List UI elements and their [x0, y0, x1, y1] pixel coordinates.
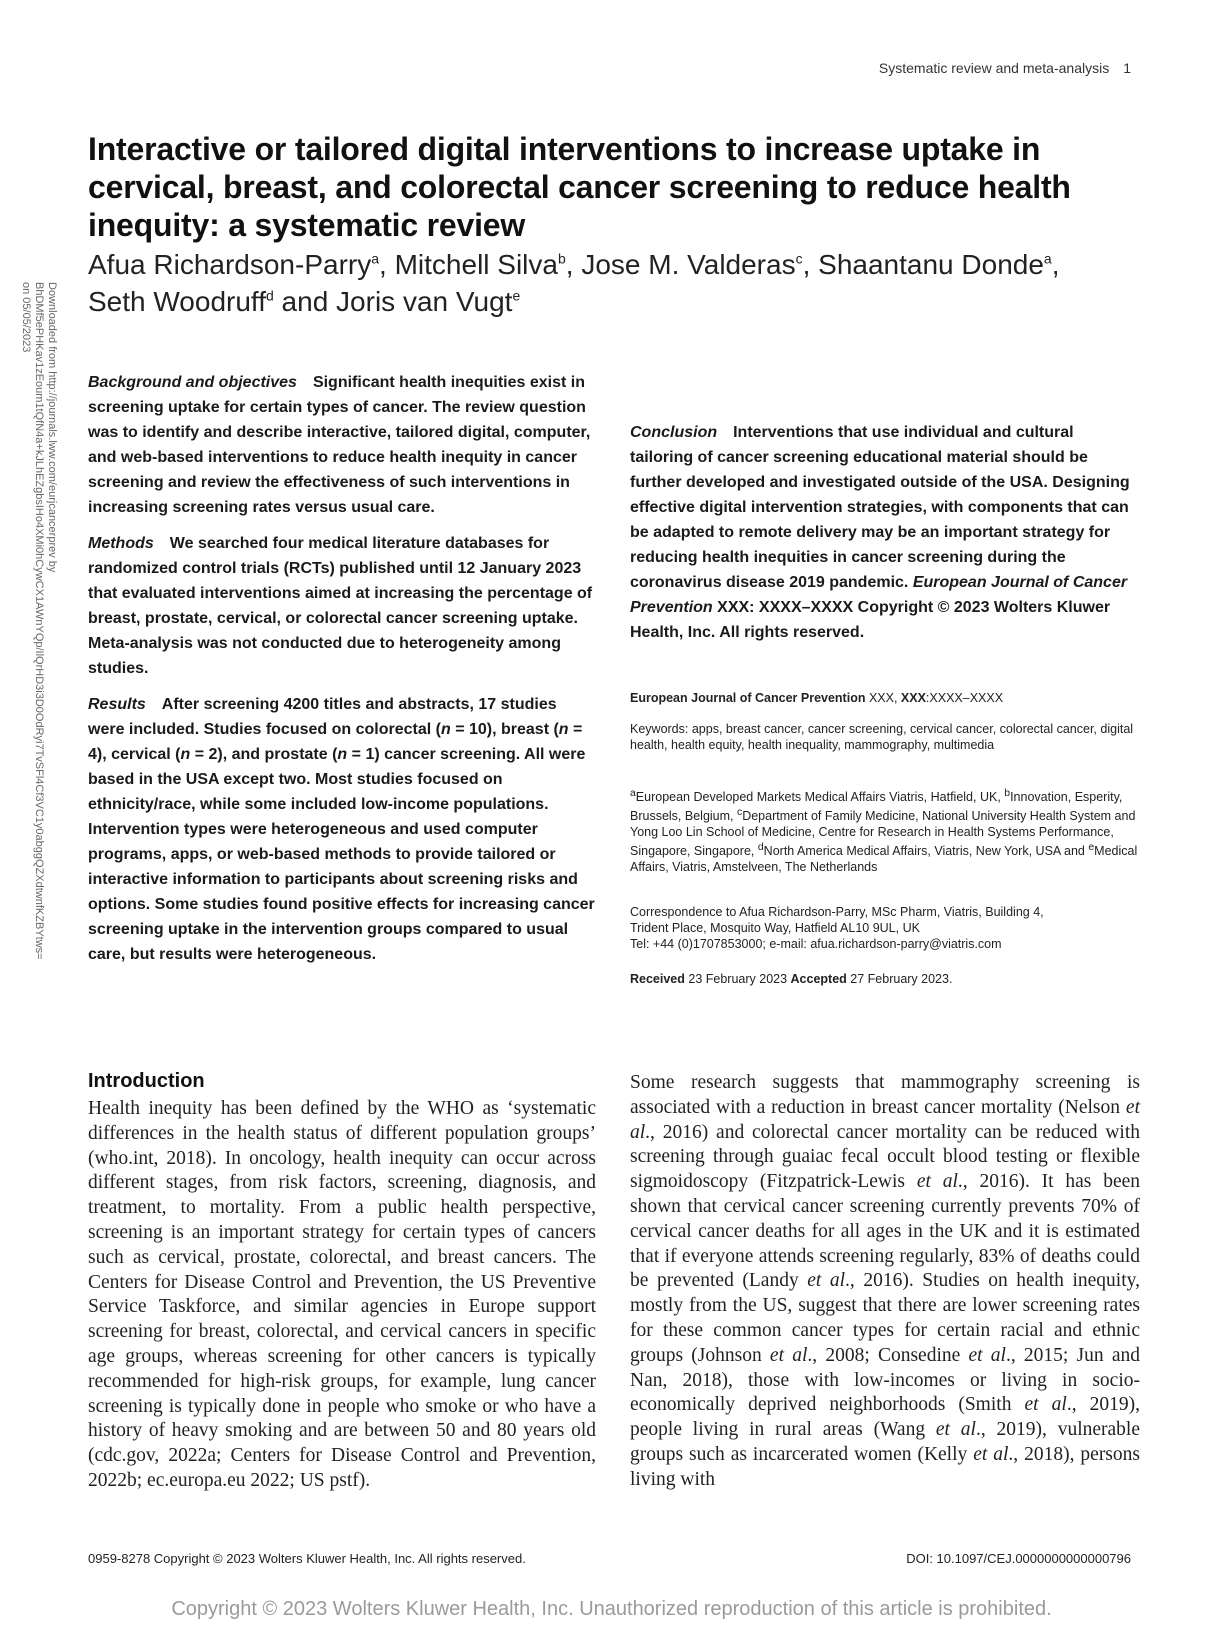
author-name: Joris van Vugt: [336, 286, 513, 317]
et-al: et al: [1024, 1394, 1067, 1416]
received-label: Received: [630, 972, 685, 986]
author-affiliation-mark: e: [512, 287, 521, 304]
abstract-background: [88, 370, 596, 520]
article-title: Interactive or tailored digital interventions to increase uptake in cervical, breast, and colorectal cancer screening to reduce health inequity: a systematic review: [88, 131, 1071, 243]
page-number: 1: [1123, 60, 1131, 76]
author-affiliation-mark: a: [1043, 250, 1052, 267]
affiliation-mark: e: [1088, 842, 1095, 854]
abstract-text: Significant health inequities exist in screening uptake for certain types of cancer. The review question was to identify and describe interactive, tailored digital, computer, and web-based interventions to reduce health inequity in cancer screening and review the effectiveness of such interventions in increasing screening rates versus usual care.: [88, 374, 591, 516]
author-list: [88, 246, 1148, 320]
abstract-methods: [88, 531, 596, 681]
author-separator: and: [273, 286, 337, 317]
abstract-heading: Methods: [88, 535, 154, 552]
author-name: Mitchell Silva: [394, 249, 558, 280]
n-symbol: n: [440, 721, 451, 738]
author-separator: ,: [565, 249, 582, 280]
abstract-text: = 10), breast (: [450, 721, 559, 738]
abstract-text: Interventions that use individual and cultural tailoring of cancer screening educational material should be further developed and investigated outside of the USA. Designing effective digital intervention strategies, with components that can be adapted to remote delivery may be an important strategy for reducing health inequities in cancer screening during the coronavirus disease 2019 pandemic.: [630, 424, 1130, 591]
abstract-results: [88, 692, 596, 967]
affiliation-mark: a: [630, 788, 636, 799]
body-text: ., 2008; Consedine: [807, 1344, 969, 1366]
download-watermark: [20, 282, 58, 960]
body-text: ., 2016) and colorectal cancer mortality can be reduced with screening through guaiac fecal occult blood testing or flexible sigmoidoscopy (Fitzpatrick-Lewis: [630, 1121, 1140, 1193]
running-head: [879, 60, 1131, 76]
correspondence: [630, 904, 1140, 952]
affiliation-mark: b: [1004, 788, 1011, 799]
body-text: ., 2015; Jun and Nan, 2018), those with low-incomes or living in socio-economically deprived neighborhoods (Smith: [630, 1344, 1140, 1416]
accepted-label: Accepted: [790, 972, 847, 986]
copyright-notice: Copyright © 2023 Wolters Kluwer Health, Inc. Unauthorized reproduction of this article is prohibited.: [171, 1598, 1052, 1620]
et-al: et al: [807, 1270, 846, 1292]
introduction-left-text: Health inequity has been defined by the WHO as ‘systematic differences in the health status of different population groups’ (who.int, 2018). In oncology, health inequity can occur across different stages, from risk factors, screening, diagnosis, and treatment, to mortality. From a public health perspective, screening is an important strategy for certain types of cancers such as cervical, prostate, colorectal, and breast cancers. The Centers for Disease Control and Prevention, the US Preventive Service Taskforce, and similar agencies in Europe support screening for breast, colorectal, and cervical cancers in specific age groups, whereas screening for other cancers is typically recommended for high-risk groups, for example, lung cancer screening is typically done in people who smoke or who have a history of heavy smoking and are between 50 and 80 years old (cdc.gov, 2022a; Centers for Disease Control and Prevention, 2022b; ec.europa.eu 2022; US pstf).: [88, 1098, 596, 1491]
abstract-conclusion: [630, 420, 1140, 645]
section-label: Systematic review and meta-analysis: [878, 60, 1110, 76]
journal-citation: European Journal of Cancer Prevention: [630, 574, 1128, 616]
correspondence-line: Trident Place, Mosquito Way, Hatfield AL10 9UL, UK: [630, 921, 920, 935]
footer-copyright: 0959-8278 Copyright © 2023 Wolters Kluwer Health, Inc. All rights reserved.: [88, 1551, 526, 1566]
author-affiliation-mark: b: [557, 250, 566, 267]
author-name: Afua Richardson-Parry: [88, 249, 372, 280]
et-al: et al: [968, 1344, 1006, 1366]
author-affiliation-mark: d: [265, 287, 274, 304]
keywords-list: apps, breast cancer, cancer screening, cervical cancer, colorectal cancer, digital health, health equity, health inequality, mammography, multimedia: [630, 722, 1134, 752]
affiliation-text: Department of Family Medicine, National University Health System and Yong Loo Lin School of Medicine, Centre for Research in Health Systems Performance, Singapore, Singapore,: [630, 809, 1136, 859]
affiliation-text: North America Medical Affairs, Viatris, New York, USA and: [763, 844, 1089, 859]
keywords-label: Keywords:: [630, 722, 689, 736]
body-text: ., 2018), persons living with: [630, 1443, 1140, 1490]
author-name: Shaantanu Donde: [818, 249, 1044, 280]
body-text: ., 2019), vulnerable groups such as incarcerated women (Kelly: [630, 1419, 1140, 1465]
introduction-heading: Introduction: [88, 1070, 205, 1092]
abstract-heading: Background and objectives: [88, 374, 297, 391]
download-watermark-text: Downloaded from http://journals.lww.com/eurjcancerprev by BhDMf5ePHKav1zEoum1tQfN4a+kJLhEZgbsIHo4XMi0hCywCX1AWnYQp/IlQrHD3i3D0OdRyi7TvSFl4Cf3VC1y0abggQZXdtwnfKZBYtws= on 05/05/2023: [20, 282, 58, 960]
abstract-right-column: [630, 370, 1140, 656]
affiliation-text: European Developed Markets Medical Affairs Viatris, Hatfield, UK,: [635, 790, 1005, 805]
affiliation-mark: c: [736, 807, 743, 819]
et-al: et al: [630, 1096, 1140, 1143]
footer-doi: DOI: 10.1097/CEJ.0000000000000796: [906, 1551, 1131, 1566]
abstract-text: After screening 4200 titles and abstracts, 17 studies were included. Studies focused on colorectal (: [88, 696, 557, 738]
body-text: ., 2019), people living in rural areas (Wang: [630, 1394, 1140, 1441]
et-al: et al: [973, 1443, 1009, 1465]
journal-name: European Journal of Cancer Prevention: [630, 691, 866, 705]
abstract-text: = 1) cancer screening. All were based in the USA except two. Most studies focused on ethnicity/race, while some included low-income populations. Intervention types were heterogeneous and used computer programs, apps, or web-based methods to provide tailored or interactive information to participants about screening risks and options. Some studies found positive effects for increasing cancer screening uptake in the intervention groups compared to usual care, but results were heterogeneous.: [88, 746, 595, 963]
journal-volume: XXX,: [865, 691, 901, 705]
journal-line: [630, 690, 1140, 706]
body-text: ., 2016). Studies on health inequity, mostly from the US, suggest that there are lower screening rates for these common cancer types for certain racial and ethnic groups (Johnson: [630, 1270, 1140, 1366]
author-separator: ,: [802, 249, 819, 280]
abstract-text: = 2), and prostate (: [190, 746, 338, 763]
body-text: Some research suggests that mammography screening is associated with a reduction in breast cancer mortality (Nelson: [630, 1072, 1140, 1118]
body-text: ., 2016). It has been shown that cervical cancer screening currently prevents 70% of cervical cancer deaths for all ages in the UK and it is estimated that if everyone attends screening regularly, 83% of deaths could be prevented (Landy: [630, 1171, 1140, 1292]
n-symbol: n: [180, 746, 191, 763]
received-date: 23 February 2023: [684, 972, 791, 986]
et-al: et al: [916, 1171, 958, 1193]
abstract-heading: Conclusion: [630, 424, 718, 441]
author-name: Jose M. Valderas: [581, 249, 796, 280]
journal-issue: XXX: [900, 691, 926, 705]
n-symbol: n: [337, 746, 348, 763]
correspondence-line: Tel: +44 (0)1707853000; e-mail: afua.richardson-parry@viatris.com: [630, 937, 1002, 951]
author-affiliation-mark: c: [795, 250, 803, 267]
journal-pages: :XXXX–XXXX: [925, 691, 1004, 705]
accepted-date: 27 February 2023.: [846, 972, 953, 986]
keywords: [630, 721, 1140, 753]
abstract-left-column: [88, 370, 596, 978]
author-affiliation-mark: a: [371, 250, 380, 267]
author-name: Seth Woodruff: [88, 286, 266, 317]
affiliation-text: Innovation, Esperity, Brussels, Belgium,: [630, 790, 1123, 824]
abstract-text: = 4), cervical (: [88, 721, 583, 763]
et-al: et al: [769, 1344, 808, 1366]
received-accepted: [630, 971, 1140, 987]
et-al: et al: [935, 1419, 976, 1441]
affiliations: [630, 786, 1140, 875]
author-separator: ,: [1051, 249, 1060, 280]
citation-rest: XXX: XXXX–XXXX Copyright © 2023 Wolters Kluwer Health, Inc. All rights reserved.: [630, 599, 1111, 641]
introduction-right-text: [630, 1071, 1140, 1493]
affiliation-mark: d: [757, 842, 764, 854]
abstract-heading: Results: [88, 696, 146, 713]
affiliation-text: Medical Affairs, Viatris, Amstelveen, The Netherlands: [630, 844, 1138, 875]
abstract-text: We searched four medical literature databases for randomized control trials (RCTs) published until 12 January 2023 that evaluated interventions aimed at increasing the percentage of breast, prostate, cervical, or colorectal cancer screening uptake. Meta-analysis was not conducted due to heterogeneity among studies.: [88, 535, 593, 677]
author-separator: ,: [379, 249, 395, 280]
n-symbol: n: [558, 721, 569, 738]
correspondence-line: Correspondence to Afua Richardson-Parry, MSc Pharm, Viatris, Building 4,: [630, 905, 1044, 919]
